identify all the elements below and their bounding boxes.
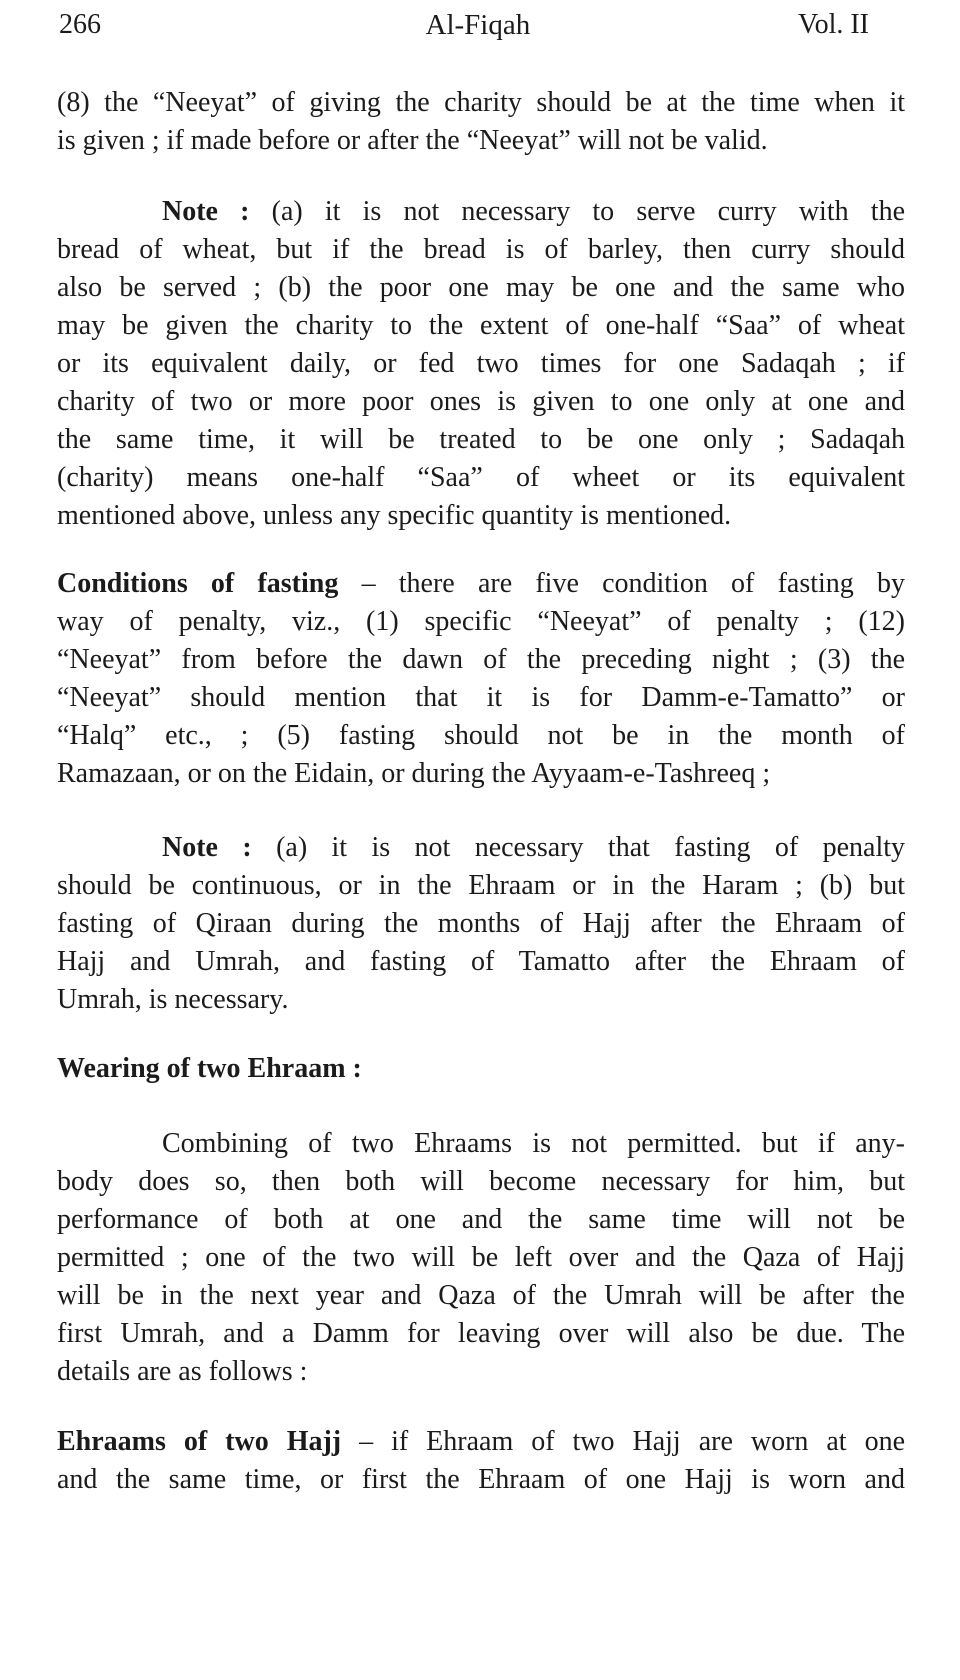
text-line: fasting of Qiraan during the months of Hajj after the Ehraam of xyxy=(57,908,905,939)
text-line: first Umrah, and a Damm for leaving over will also be due. The xyxy=(57,1318,905,1349)
text-line: performance of both at one and the same time will not be xyxy=(57,1204,905,1235)
text-line: charity of two or more poor ones is given to one only at one and xyxy=(57,386,905,417)
text-line: mentioned above, unless any specific quantity is mentioned. xyxy=(57,500,732,531)
text-line: Note : (a) it is not necessary that fasting of penalty xyxy=(162,832,905,863)
text-line: “Halq” etc., ; (5) fasting should not be in the month of xyxy=(57,720,905,751)
section-heading-wearing-of-two-ehraam xyxy=(57,1050,905,1088)
paragraph-note-b xyxy=(57,829,905,1019)
text-line: Umrah, is necessary. xyxy=(57,984,289,1015)
text-line: or its equivalent daily, or fed two times for one Sadaqah ; if xyxy=(57,348,905,379)
text-line: “Neeyat” from before the dawn of the preceding night ; (3) the xyxy=(57,644,905,675)
text-line: may be given the charity to the extent of one-half “Saa” of wheat xyxy=(57,310,905,341)
text-line: Note : (a) it is not necessary to serve curry with the xyxy=(162,196,905,227)
text-line: bread of wheat, but if the bread is of barley, then curry should xyxy=(57,234,905,265)
text-line: Ehraams of two Hajj – if Ehraam of two Hajj are worn at one xyxy=(57,1426,905,1457)
page-number: 266 xyxy=(59,9,101,40)
page-header xyxy=(57,8,905,42)
text-line: should be continuous, or in the Ehraam or in the Haram ; (b) but xyxy=(57,870,905,901)
book-title: Al-Fiqah xyxy=(425,9,531,41)
text-line: Hajj and Umrah, and fasting of Tamatto after the Ehraam of xyxy=(57,946,905,977)
paragraph-combining xyxy=(57,1125,905,1391)
text-line: permitted ; one of the two will be left over and the Qaza of Hajj xyxy=(57,1242,905,1273)
paragraph-conditions-of-fasting xyxy=(57,565,905,793)
text-line: the same time, it will be treated to be one only ; Sadaqah xyxy=(57,424,905,455)
text-line: “Neeyat” should mention that it is for Damm-e-Tamatto” or xyxy=(57,682,905,713)
text-line: Ramazaan, or on the Eidain, or during the Ayyaam-e-Tashreeq ; xyxy=(57,758,771,789)
paragraph-clause-8 xyxy=(57,84,905,160)
paragraph-note-a xyxy=(57,193,905,535)
text-line: Wearing of two Ehraam : xyxy=(57,1053,362,1084)
text-line: Conditions of fasting – there are five condition of fasting by xyxy=(57,568,906,599)
text-line: and the same time, or first the Ehraam of one Hajj is worn and xyxy=(57,1464,905,1495)
text-line: body does so, then both will become necessary for him, but xyxy=(57,1166,905,1197)
text-line: also be served ; (b) the poor one may be one and the same who xyxy=(57,272,905,303)
text-line: (8) the “Neeyat” of giving the charity should be at the time when it xyxy=(57,87,905,118)
paragraph-ehraams-of-two-hajj xyxy=(57,1423,905,1499)
text-line: details are as follows : xyxy=(57,1356,308,1387)
text-line: Combining of two Ehraams is not permitted. but if any- xyxy=(162,1128,905,1159)
text-line: way of penalty, viz., (1) specific “Neeyat” of penalty ; (12) xyxy=(57,606,905,637)
text-line: will be in the next year and Qaza of the Umrah will be after the xyxy=(57,1280,905,1311)
text-line: (charity) means one-half “Saa” of wheet or its equivalent xyxy=(57,462,905,493)
volume-label: Vol. II xyxy=(797,9,869,40)
text-line: is given ; if made before or after the “Neeyat” will not be valid. xyxy=(57,125,768,156)
